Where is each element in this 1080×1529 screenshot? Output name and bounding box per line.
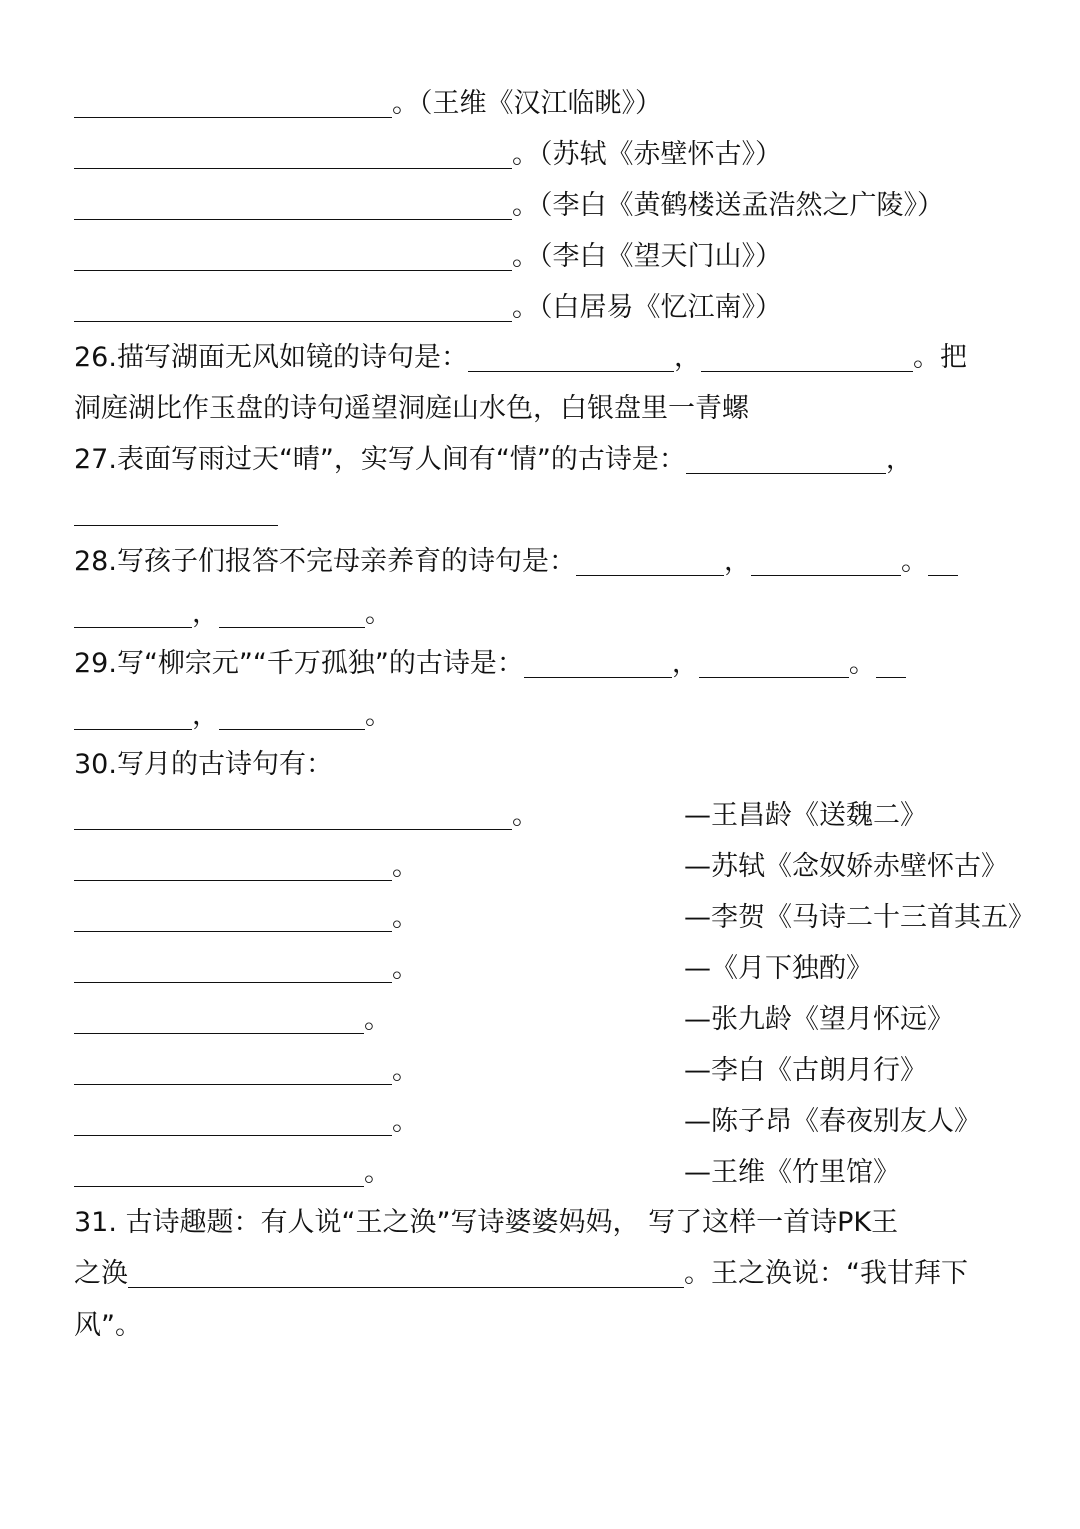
- verse-source: —张九龄《望月怀远》: [684, 1004, 954, 1035]
- answer-blank[interactable]: [468, 341, 674, 372]
- fill-line-wangwei-hanjiang: [74, 84, 1014, 124]
- answer-blank[interactable]: [74, 1156, 364, 1187]
- answer-blank[interactable]: [524, 647, 672, 678]
- answer-blank[interactable]: [74, 189, 512, 220]
- fill-line-baijuyi-jiangnan: [74, 288, 1014, 328]
- fill-line-sushi-chibi: [74, 135, 1014, 175]
- answer-blank[interactable]: [128, 1257, 684, 1288]
- answer-blank[interactable]: [686, 443, 886, 474]
- question-27-line2: [74, 492, 1014, 532]
- question-text: 28.写孩子们报答不完母亲养育的诗句是：: [74, 546, 576, 577]
- verse-source: —李白《古朗月行》: [684, 1055, 927, 1086]
- moon-verse-row: [74, 949, 1014, 989]
- period: 。: [364, 1157, 391, 1188]
- question-28: [74, 542, 1014, 582]
- answer-blank[interactable]: [751, 545, 901, 576]
- answer-blank[interactable]: [928, 545, 958, 576]
- period: 。: [512, 800, 539, 831]
- answer-blank[interactable]: [699, 647, 849, 678]
- question-continuation: 。把: [912, 342, 967, 373]
- question-text: 27.表面写雨过天“晴”，实写人间有“情”的古诗是：: [74, 444, 686, 475]
- moon-verse-row: [74, 1000, 1014, 1040]
- question-text: 26.描写湖面无风如镜的诗句是：: [74, 342, 468, 373]
- answer-blank[interactable]: [74, 597, 192, 628]
- question-31-line2: [74, 1254, 1014, 1294]
- period: 。: [392, 953, 419, 984]
- answer-blank[interactable]: [74, 291, 512, 322]
- comma: ，: [671, 648, 699, 679]
- question-text: 洞庭湖比作玉盘的诗句遥望洞庭山水色，白银盘里一青螺: [74, 393, 749, 424]
- answer-blank[interactable]: [74, 1105, 392, 1136]
- answer-blank[interactable]: [74, 87, 392, 118]
- verse-source: —《月下独酌》: [684, 953, 873, 984]
- question-26: [74, 338, 1014, 378]
- comma: ，: [192, 700, 219, 731]
- question-31-line3: [74, 1306, 1014, 1346]
- answer-blank[interactable]: [74, 495, 278, 526]
- period: 。: [392, 851, 419, 882]
- moon-verse-row: [74, 1051, 1014, 1091]
- period: 。: [848, 648, 876, 679]
- line-suffix: 。（王维《汉江临眺》）: [392, 88, 662, 119]
- period: 。: [392, 902, 419, 933]
- question-text: 30.写月的古诗句有：: [74, 749, 333, 780]
- answer-blank[interactable]: [876, 647, 906, 678]
- answer-blank[interactable]: [701, 341, 913, 372]
- period: 。: [364, 1004, 391, 1035]
- answer-blank[interactable]: [219, 699, 365, 730]
- answer-blank[interactable]: [74, 240, 512, 271]
- verse-source: —王维《竹里馆》: [684, 1157, 900, 1188]
- comma: ，: [192, 598, 219, 629]
- moon-verse-row: [74, 796, 1014, 836]
- period: 。: [392, 1055, 419, 1086]
- answer-blank[interactable]: [74, 799, 512, 830]
- fill-line-libai-tianmen: [74, 237, 1014, 277]
- question-29-line2: [74, 696, 1014, 736]
- moon-verse-row: [74, 1153, 1014, 1193]
- question-28-line2: [74, 594, 1014, 634]
- question-30: [74, 745, 1014, 785]
- answer-blank[interactable]: [74, 138, 512, 169]
- answer-blank[interactable]: [219, 597, 365, 628]
- comma: ，: [723, 546, 751, 577]
- line-suffix: 。（苏轼《赤壁怀古》）: [512, 139, 782, 170]
- answer-blank[interactable]: [74, 1054, 392, 1085]
- comma: ，: [673, 342, 701, 373]
- question-text: 31. 古诗趣题：有人说“王之涣”写诗婆婆妈妈， 写了这样一首诗PK王: [74, 1207, 899, 1238]
- question-text: 风”。: [74, 1310, 142, 1341]
- verse-source: —苏轼《念奴娇赤壁怀古》: [684, 851, 1008, 882]
- answer-blank[interactable]: [74, 850, 392, 881]
- question-31: [74, 1203, 1014, 1243]
- period: 。: [365, 700, 392, 731]
- period: 。: [392, 1106, 419, 1137]
- line-suffix: 。（李白《望天门山》）: [512, 241, 782, 272]
- question-26-line2: [74, 389, 1014, 429]
- question-29: [74, 644, 1014, 684]
- answer-blank[interactable]: [576, 545, 724, 576]
- question-27: [74, 440, 1014, 480]
- period: 。: [365, 598, 392, 629]
- verse-source: —李贺《马诗二十三首其五》: [684, 902, 1035, 933]
- answer-blank[interactable]: [74, 699, 192, 730]
- verse-source: —陈子昂《春夜别友人》: [684, 1106, 981, 1137]
- period: 。: [900, 546, 928, 577]
- moon-verse-row: [74, 1102, 1014, 1142]
- line-suffix: 。（白居易《忆江南》）: [512, 292, 782, 323]
- question-text: 之涣: [74, 1258, 128, 1289]
- answer-blank[interactable]: [74, 952, 392, 983]
- moon-verse-row: [74, 847, 1014, 887]
- comma: ，: [885, 444, 913, 475]
- answer-blank[interactable]: [74, 1003, 364, 1034]
- verse-source: —王昌龄《送魏二》: [684, 800, 927, 831]
- question-text: 29.写“柳宗元”“千万孤独”的古诗是：: [74, 648, 524, 679]
- moon-verse-row: [74, 898, 1035, 938]
- answer-blank[interactable]: [74, 901, 392, 932]
- question-text: 。王之涣说：“我甘拜下: [684, 1258, 968, 1289]
- line-suffix: 。（李白《黄鹤楼送孟浩然之广陵》）: [512, 190, 944, 221]
- fill-line-libai-huanghelou: [74, 186, 1014, 226]
